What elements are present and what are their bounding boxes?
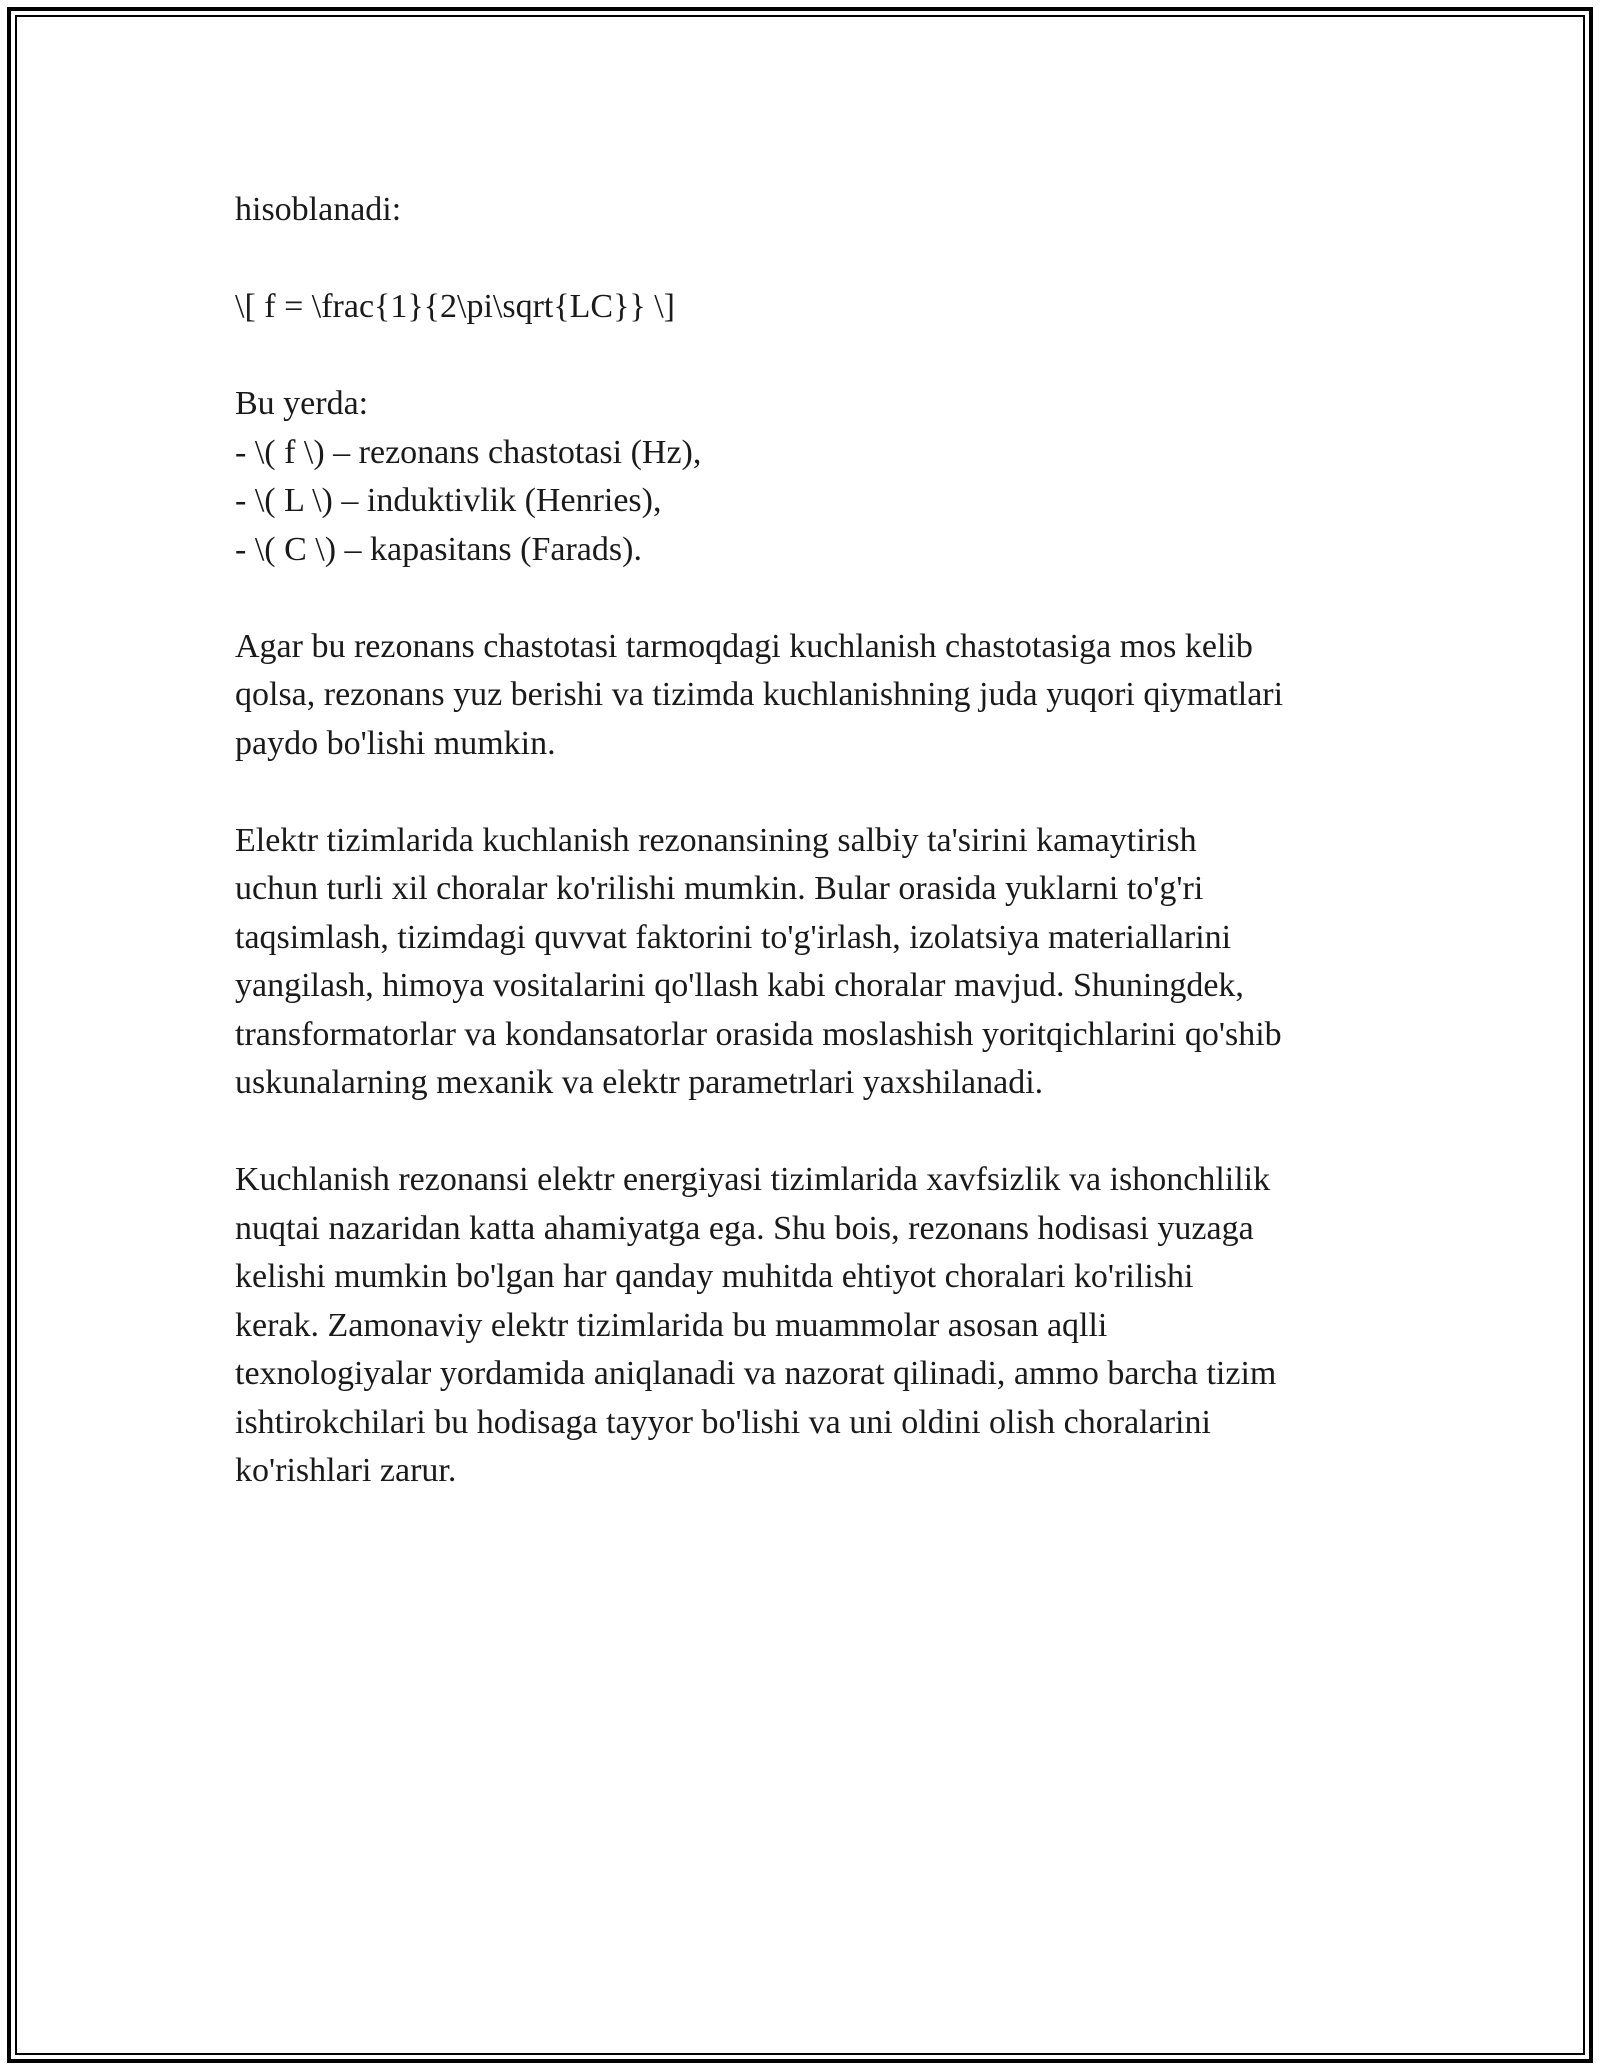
paragraph-line: nuqtai nazaridan katta ahamiyatga ega. Shu bois, rezonans hodisasi yuzaga — [235, 1209, 1254, 1247]
intro-text: hisoblanadi: — [235, 191, 402, 228]
paragraph-line: yangilash, himoya vositalarini qo'llash kabi choralar mavjud. Shuningdek, — [235, 967, 1244, 1004]
paragraph-line: ishtirokchilari bu hodisaga tayyor bo'lishi va uni oldini olish choralarini — [235, 1403, 1211, 1441]
paragraph-line: uskunalarning mexanik va elektr parametrlari yaxshilanadi. — [235, 1064, 1044, 1101]
spacer — [235, 1108, 1385, 1157]
spacer — [235, 574, 1385, 623]
variable-f: - \( f \) – rezonans chastotasi (Hz), — [235, 433, 702, 471]
paragraph-line: Kuchlanish rezonansi elektr energiyasi tizimlarida xavfsizlik va ishonchlilik — [235, 1161, 1271, 1198]
paragraph-line: Elektr tizimlarida kuchlanish rezonansining salbiy ta'sirini kamaytirish — [235, 821, 1197, 859]
paragraph-safety — [235, 1156, 1385, 1496]
document-page — [235, 186, 1385, 1496]
where-label: Bu yerda: — [235, 385, 369, 422]
paragraph-line: uchun turli xil choralar ko'rilishi mumkin. Bular orasida yuklarni to'g'ri — [235, 870, 1204, 907]
paragraph-line: texnologiyalar yordamida aniqlanadi va nazorat qilinadi, ammo barcha tizim — [235, 1355, 1277, 1392]
spacer — [235, 332, 1385, 381]
variable-c: - \( C \) – kapasitans (Farads). — [235, 530, 642, 568]
paragraph-line: paydo bo'lishi mumkin. — [235, 724, 556, 762]
formula-text: \[ f = \frac{1}{2\pi\sqrt{LC}} \] — [235, 288, 676, 325]
paragraph-mitigation — [235, 817, 1385, 1108]
paragraph-line: ko'rishlari zarur. — [235, 1452, 457, 1489]
paragraph-line: kelishi mumkin bo'lgan har qanday muhitda ehtiyot choralari ko'rilishi — [235, 1258, 1194, 1295]
paragraph-line: qolsa, rezonans yuz berishi va tizimda kuchlanishning juda yuqori qiymatlari — [235, 676, 1284, 713]
paragraph-line: transformatorlar va kondansatorlar orasida moslashish yoritqichlarini qo'shib — [235, 1015, 1282, 1053]
variable-l: - \( L \) – induktivlik (Henries), — [235, 482, 662, 519]
paragraph-resonance-condition — [235, 623, 1385, 769]
spacer — [235, 768, 1385, 817]
spacer — [235, 235, 1385, 284]
paragraph-line: taqsimlash, tizimdagi quvvat faktorini to'g'irlash, izolatsiya materiallarini — [235, 918, 1232, 956]
paragraph-line: kerak. Zamonaviy elektr tizimlarida bu muammolar asosan aqlli — [235, 1306, 1108, 1344]
paragraph-line: Agar bu rezonans chastotasi tarmoqdagi kuchlanish chastotasiga mos kelib — [235, 627, 1253, 665]
